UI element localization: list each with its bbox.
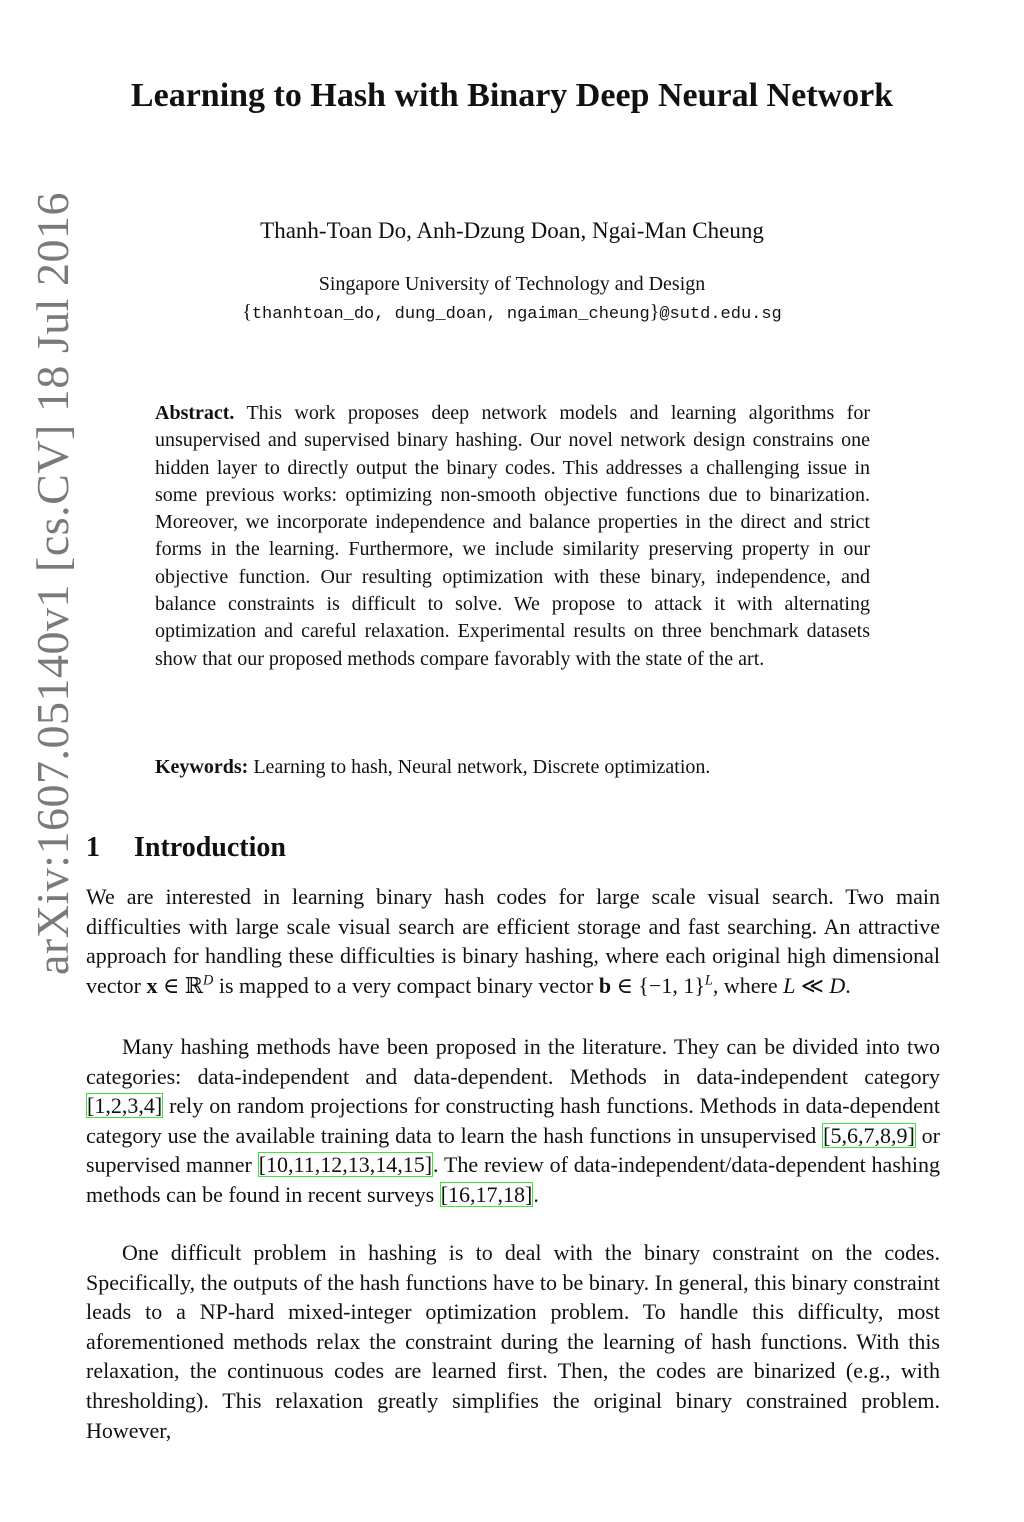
arxiv-stamp: arXiv:1607.05140v1 [cs.CV] 18 Jul 2016: [27, 191, 78, 975]
paper-title: Learning to Hash with Binary Deep Neural Network: [130, 77, 894, 114]
citation-link[interactable]: [16,17,18]: [440, 1181, 533, 1207]
p1-math-in: ∈ ℝ: [157, 972, 204, 998]
p1-text-a: We are interested in learning binary hash codes for large scale visual search. Two main difficulties with large scale visual search are efficient storage and fast searching. An attractive approach for handling these difficulties is binary hashing, where each original high dimensional vector: [86, 884, 940, 998]
citation-link[interactable]: [5,6,7,8,9]: [823, 1122, 915, 1148]
p2-text-e: .: [533, 1181, 539, 1207]
p1-math-set: ∈ {−1, 1}: [611, 972, 705, 998]
author-list: Thanh-Toan Do, Anh-Dzung Doan, Ngai-Man Cheung: [260, 218, 764, 243]
p2-text-b: rely on random projections for constructing hash functions. Methods in data-dependent category use the available training data to learn the hash functions in unsupervised: [86, 1093, 940, 1148]
affiliation: Singapore University of Technology and Design: [318, 273, 706, 295]
p1-math-x: x: [146, 972, 158, 998]
email-names: thanhtoan_do, dung_doan, ngaiman_cheung: [251, 305, 650, 324]
p2-text-c: or supervised manner: [86, 1122, 940, 1178]
p1-math-D: D: [203, 972, 214, 989]
section-title: Introduction: [134, 832, 286, 863]
keywords-label: Keywords:: [155, 756, 249, 778]
keywords: [155, 753, 870, 781]
intro-paragraph-3: One difficult problem in hashing is to deal with the binary constraint on the codes. Specifically, the outputs of the hash functions have to be binary. In general, this binary constraint leads to a NP-hard mixed-integer optimization problem. To handle this difficulty, most aforementioned methods relax the constraint during the learning of hash functions. With this relaxation, the continuous codes are learned first. Then, the codes are binarized (e.g., with thresholding). This relaxation greatly simplifies the original binary constrained problem. However,: [86, 1240, 940, 1443]
p1-text-c: , where: [712, 972, 784, 998]
keywords-text: Learning to hash, Neural network, Discrete optimization.: [253, 756, 711, 778]
p1-math-b: b: [598, 972, 612, 998]
p1-text-end: .: [845, 972, 851, 998]
section-number: 1: [86, 832, 100, 863]
email-domain: @sutd.edu.sg: [659, 305, 782, 324]
author-emails: [100, 298, 924, 329]
p1-math-ll: ≪: [795, 972, 830, 998]
citation-link[interactable]: [1,2,3,4]: [87, 1093, 163, 1119]
email-brace-close: }: [649, 301, 660, 323]
intro-paragraph-1: [86, 882, 940, 1000]
citation-link[interactable]: [10,11,12,13,14,15]: [258, 1152, 433, 1178]
abstract-text: This work proposes deep network models and learning algorithms for unsupervised and supervised binary hashing. Our novel network design constrains one hidden layer to directly output the binary codes. This addresses a challenging issue in some previous works: optimizing non-smooth objective functions due to binarization. Moreover, we incorporate independence and balance properties in the direct and strict forms in the learning. Furthermore, we include similarity preserving property in our objective function. Our resulting optimization with these binary, independence, and balance constraints is difficult to solve. We propose to attack it with alternating optimization and careful relaxation. Experimental results on three benchmark datasets show that our proposed methods compare favorably with the state of the art.: [155, 402, 870, 670]
intro-paragraph-2: [86, 1032, 940, 1210]
p1-text-b: is mapped to a very compact binary vector: [213, 972, 599, 998]
p2-text-a: Many hashing methods have been proposed in the literature. They can be divided into two categories: data-independent and data-dependent. Methods in data-independent category: [86, 1034, 940, 1089]
section-heading-introduction: [86, 828, 786, 868]
p2-text-d: . The review of data-independent/data-dependent hashing methods can be found in recent surveys: [86, 1152, 940, 1207]
p1-math-L2: L: [783, 972, 796, 998]
abstract-label: Abstract.: [155, 402, 235, 424]
p1-math-L: L: [704, 972, 713, 989]
email-brace-open: {: [242, 301, 252, 323]
p1-math-D2: D: [829, 972, 846, 998]
abstract: [155, 400, 870, 673]
